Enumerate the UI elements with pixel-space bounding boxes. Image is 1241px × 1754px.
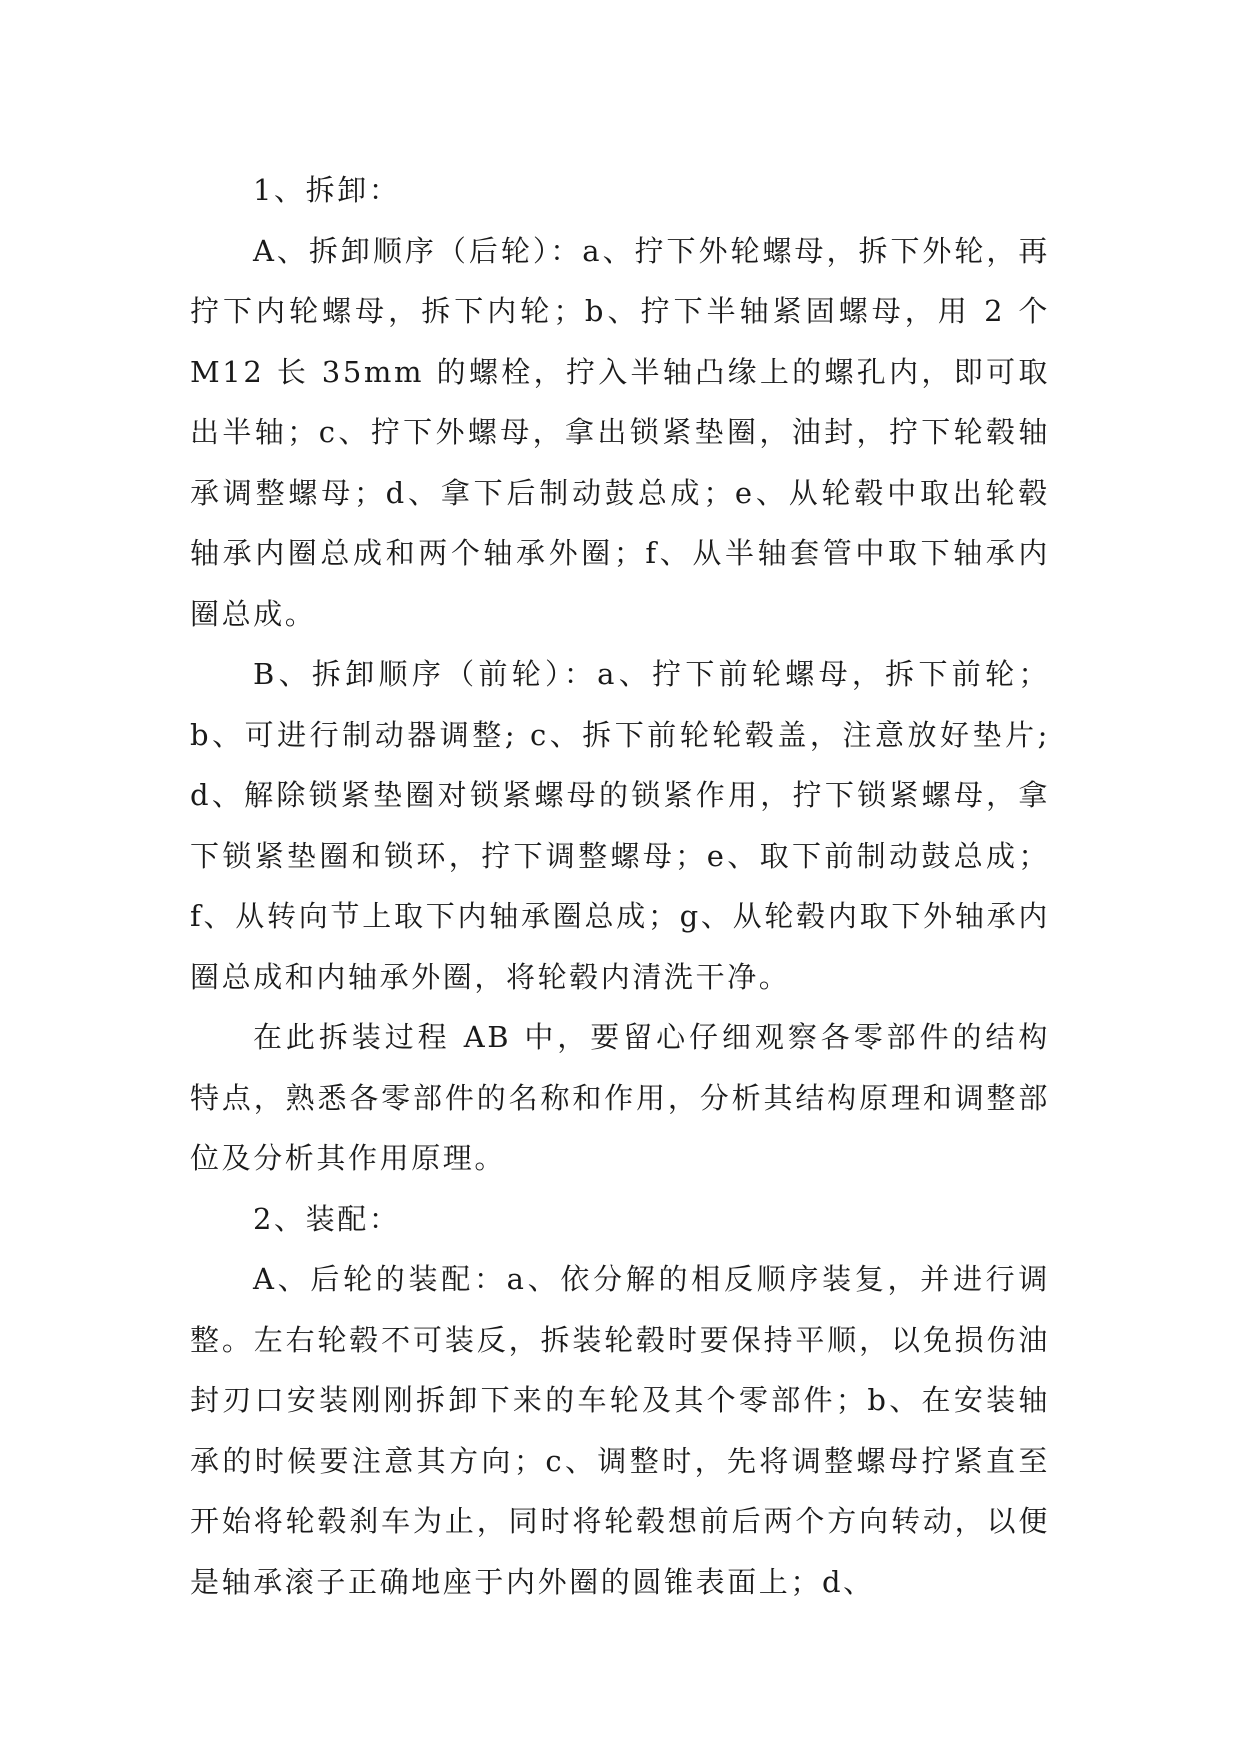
paragraph-rear-wheel-assembly: A、后轮的装配：a、依分解的相反顺序装复，并进行调整。左右轮毂不可装反，拆装轮毂时要保持平顺，以免损伤油封刃口安装刚刚拆卸下来的车轮及其个零部件；b、在安装轴承的时候要注意其方向；c、调整时，先将调整螺母拧紧直至开始将轮毂刹车为止，同时将轮毂想前后两个方向转动，以便是轴承滚子正确地座于内外圈的圆锥表面上；d、	[190, 1262, 1050, 1599]
document-body	[190, 160, 1050, 1612]
paragraph-front-wheel-disassembly: B、拆卸顺序（前轮）：a、拧下前轮螺母，拆下前轮；b、可进行制动器调整; c、拆下前轮轮毂盖，注意放好垫片; d、解除锁紧垫圈对锁紧螺母的锁紧作用，拧下锁紧螺母，拿下锁紧垫圈和锁环，拧下调整螺母；e、取下前制动鼓总成；f、从转向节上取下内轴承圈总成；g、从轮毂内取下外轴承内圈总成和内轴承外圈，将轮毂内清洗干净。	[190, 657, 1050, 994]
paragraph-assembly-heading: 2、装配：	[253, 1201, 401, 1236]
paragraph-rear-wheel-disassembly: A、拆卸顺序（后轮）：a、拧下外轮螺母，拆下外轮，再拧下内轮螺母，拆下内轮；b、拧下半轴紧固螺母，用 2 个 M12 长 35mm 的螺栓，拧入半轴凸缘上的螺孔内，即可取出半轴；c、拧下外螺母，拿出锁紧垫圈，油封，拧下轮毂轴承调整螺母；d、拿下后制动鼓总成；e、从轮毂中取出轮毂轴承内圈总成和两个轴承外圈；f、从半轴套管中取下轴承内圈总成。	[190, 233, 1050, 631]
paragraph-observation-notes: 在此拆装过程 AB 中，要留心仔细观察各零部件的结构特点，熟悉各零部件的名称和作用，分析其结构原理和调整部位及分析其作用原理。	[190, 1020, 1050, 1175]
paragraph-disassembly-heading: 1、拆卸：	[253, 173, 401, 207]
